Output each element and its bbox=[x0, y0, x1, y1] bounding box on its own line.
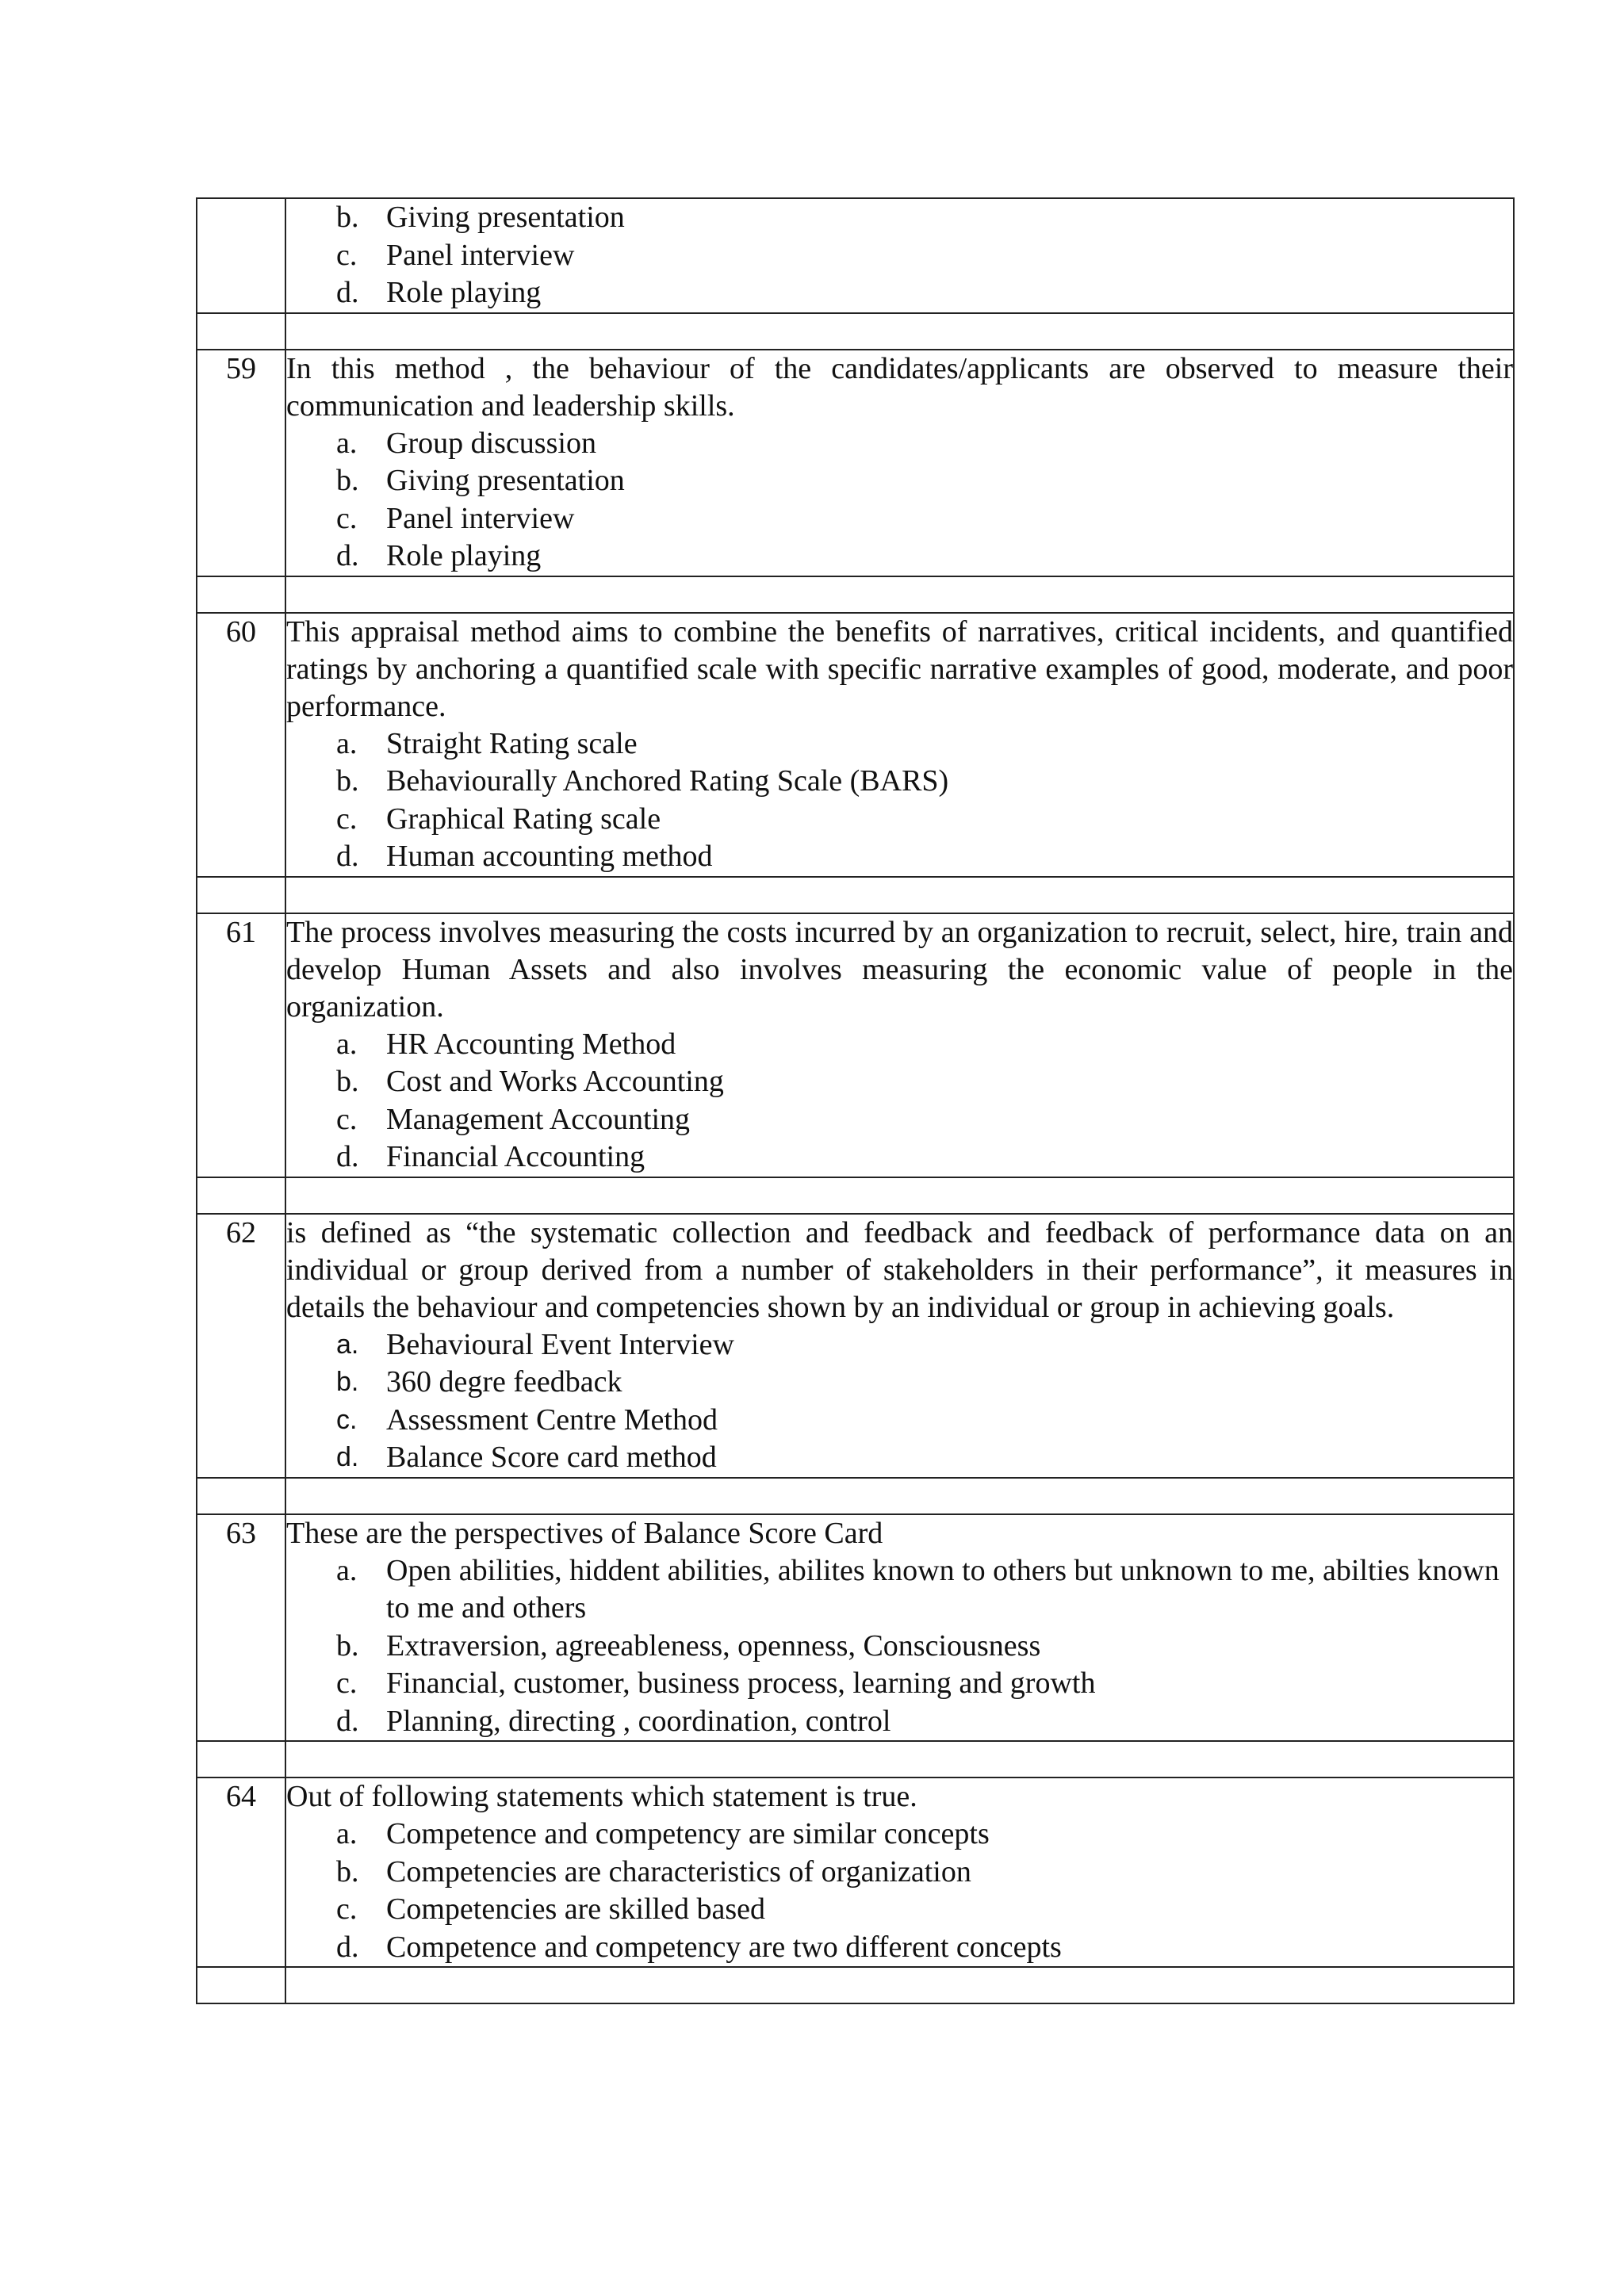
option-text: Open abilities, hiddent abilities, abilites known to others but unknown to me, abilties known to me and others bbox=[386, 1553, 1500, 1624]
option-item bbox=[336, 1703, 1513, 1741]
option-letter: b. bbox=[336, 1065, 359, 1098]
question-body-cell bbox=[285, 1777, 1514, 1967]
question-body-cell bbox=[285, 613, 1514, 877]
option-letter: a. bbox=[336, 1553, 358, 1587]
question-number: 63 bbox=[197, 1514, 285, 1742]
option-item bbox=[336, 1854, 1513, 1892]
spacer-cell bbox=[285, 1478, 1514, 1514]
option-text: 360 degre feedback bbox=[386, 1365, 622, 1399]
option-letter: a. bbox=[336, 1329, 359, 1360]
option-item bbox=[336, 199, 1513, 237]
question-text: These are the perspectives of Balance Score Card bbox=[286, 1516, 883, 1550]
spacer-cell bbox=[197, 1741, 285, 1777]
option-letter: a. bbox=[336, 1027, 358, 1061]
question-text: is defined as “the systematic collection and feedback and feedback of performance data on an individual or group derived from a number of stakeholders in their performance”, it measures in details the behaviour and competencies shown by an individual or group in achieving goals. bbox=[286, 1215, 1513, 1324]
option-text: Giving presentation bbox=[386, 201, 625, 234]
option-letter: c. bbox=[336, 1667, 358, 1700]
option-item bbox=[336, 763, 1513, 801]
question-body-cell bbox=[285, 913, 1514, 1177]
question-row bbox=[197, 1514, 1514, 1742]
spacer-cell bbox=[197, 1478, 285, 1514]
option-item bbox=[336, 725, 1513, 763]
option-text: Graphical Rating scale bbox=[386, 802, 661, 836]
option-text: Panel interview bbox=[386, 501, 575, 535]
option-item bbox=[336, 1101, 1513, 1139]
option-letter: b. bbox=[336, 1628, 359, 1663]
option-letter: b. bbox=[336, 1854, 359, 1888]
spacer-cell bbox=[285, 313, 1514, 350]
option-text: Competence and competency are similar concepts bbox=[386, 1817, 990, 1850]
option-item bbox=[336, 1891, 1513, 1929]
option-list bbox=[286, 725, 1513, 876]
option-letter: d. bbox=[336, 1930, 359, 1964]
question-row bbox=[197, 1214, 1514, 1478]
option-item bbox=[336, 1364, 1513, 1402]
option-item bbox=[336, 1326, 1513, 1364]
option-text: Group discussion bbox=[386, 426, 596, 460]
option-text: Extraversion, agreeableness, openness, Consciousness bbox=[386, 1628, 1041, 1663]
spacer-row bbox=[197, 1478, 1514, 1514]
option-letter: b. bbox=[336, 201, 359, 234]
option-letter: c. bbox=[336, 501, 358, 535]
option-letter: c. bbox=[336, 1892, 358, 1926]
option-text: Human accounting method bbox=[386, 840, 713, 873]
option-letter: d. bbox=[336, 840, 359, 873]
option-item bbox=[336, 538, 1513, 576]
question-body-cell bbox=[285, 1214, 1514, 1478]
spacer-cell bbox=[285, 1177, 1514, 1214]
option-item bbox=[336, 1402, 1513, 1440]
spacer-row bbox=[197, 1967, 1514, 2003]
option-item bbox=[336, 1552, 1513, 1628]
option-letter: d. bbox=[336, 539, 359, 572]
option-list bbox=[286, 1816, 1513, 1966]
option-letter: c. bbox=[336, 1102, 358, 1136]
option-text: Assessment Centre Method bbox=[386, 1402, 718, 1437]
option-item bbox=[336, 838, 1513, 876]
option-list bbox=[286, 1552, 1513, 1741]
option-letter: c. bbox=[336, 1404, 358, 1435]
questions-table bbox=[196, 197, 1515, 2004]
option-list bbox=[286, 425, 1513, 576]
option-text: Balance Score card method bbox=[386, 1441, 717, 1474]
option-letter: d. bbox=[336, 1442, 359, 1472]
option-text: Financial Accounting bbox=[386, 1140, 645, 1173]
question-number: 61 bbox=[197, 913, 285, 1177]
option-list bbox=[286, 1026, 1513, 1177]
option-text: Giving presentation bbox=[386, 464, 625, 497]
option-letter: d. bbox=[336, 1140, 359, 1173]
question-row bbox=[197, 613, 1514, 877]
option-letter: c. bbox=[336, 802, 358, 836]
spacer-cell bbox=[285, 1967, 1514, 2003]
spacer-cell bbox=[197, 1177, 285, 1214]
spacer-cell bbox=[285, 1741, 1514, 1777]
spacer-row bbox=[197, 877, 1514, 913]
option-item bbox=[336, 1439, 1513, 1477]
option-text: Competencies are skilled based bbox=[386, 1892, 766, 1926]
option-list bbox=[286, 1326, 1513, 1477]
spacer-cell bbox=[285, 576, 1514, 613]
option-item bbox=[336, 500, 1513, 538]
option-text: Management Accounting bbox=[386, 1102, 691, 1136]
option-text: Competencies are characteristics of organization bbox=[386, 1854, 971, 1888]
question-text: This appraisal method aims to combine the benefits of narratives, critical incidents, and quantified ratings by anchoring a quantified scale with specific narrative examples of good, moderate, and poor performance. bbox=[286, 614, 1513, 723]
continuation-row bbox=[197, 198, 1514, 313]
option-text: Straight Rating scale bbox=[386, 726, 638, 760]
spacer-cell bbox=[197, 1967, 285, 2003]
question-text: The process involves measuring the costs incurred by an organization to recruit, select, hire, train and develop Human Assets and also involves measuring the economic value of people in the organization. bbox=[286, 915, 1513, 1024]
option-letter: c. bbox=[336, 238, 358, 272]
question-number: 60 bbox=[197, 613, 285, 877]
option-item bbox=[336, 237, 1513, 275]
option-letter: a. bbox=[336, 426, 358, 460]
spacer-cell bbox=[197, 576, 285, 613]
option-text: Cost and Works Accounting bbox=[386, 1065, 724, 1098]
option-text: HR Accounting Method bbox=[386, 1027, 676, 1061]
option-text: Role playing bbox=[386, 276, 542, 309]
option-text: Competence and competency are two different concepts bbox=[386, 1930, 1062, 1964]
spacer-cell bbox=[197, 877, 285, 913]
spacer-row bbox=[197, 1177, 1514, 1214]
option-letter: d. bbox=[336, 1704, 359, 1738]
option-text: Financial, customer, business process, learning and growth bbox=[386, 1667, 1096, 1700]
option-text: Role playing bbox=[386, 539, 542, 572]
question-row bbox=[197, 350, 1514, 576]
option-text: Behaviourally Anchored Rating Scale (BARS) bbox=[386, 764, 949, 798]
question-body-cell bbox=[285, 350, 1514, 576]
option-item bbox=[336, 425, 1513, 463]
option-item bbox=[336, 1138, 1513, 1177]
option-text: Behavioural Event Interview bbox=[386, 1327, 734, 1361]
spacer-cell bbox=[285, 877, 1514, 913]
question-row bbox=[197, 1777, 1514, 1967]
spacer-row bbox=[197, 1741, 1514, 1777]
option-letter: a. bbox=[336, 1817, 358, 1850]
spacer-row bbox=[197, 313, 1514, 350]
option-item bbox=[336, 462, 1513, 500]
question-body-cell bbox=[285, 198, 1514, 313]
question-body-cell bbox=[285, 1514, 1514, 1742]
option-item bbox=[336, 801, 1513, 839]
option-item bbox=[336, 1665, 1513, 1703]
question-number: 62 bbox=[197, 1214, 285, 1478]
question-number-cell bbox=[197, 198, 285, 313]
option-letter: a. bbox=[336, 726, 358, 760]
option-letter: b. bbox=[336, 464, 359, 497]
option-item bbox=[336, 274, 1513, 312]
spacer-row bbox=[197, 576, 1514, 613]
option-text: Planning, directing , coordination, control bbox=[386, 1704, 891, 1738]
question-text: In this method , the behaviour of the candidates/applicants are observed to measure their communication and leadership skills. bbox=[286, 351, 1513, 423]
option-item bbox=[336, 1816, 1513, 1854]
option-item bbox=[336, 1063, 1513, 1101]
questions-table-body bbox=[197, 198, 1514, 2003]
spacer-cell bbox=[197, 313, 285, 350]
question-number: 59 bbox=[197, 350, 285, 576]
option-letter: b. bbox=[336, 764, 359, 798]
option-item bbox=[336, 1628, 1513, 1666]
option-letter: d. bbox=[336, 276, 359, 309]
option-item bbox=[336, 1929, 1513, 1967]
question-number: 64 bbox=[197, 1777, 285, 1967]
option-list bbox=[286, 199, 1513, 312]
question-text: Out of following statements which statement is true. bbox=[286, 1780, 917, 1813]
option-letter: b. bbox=[336, 1367, 359, 1397]
option-item bbox=[336, 1026, 1513, 1064]
option-text: Panel interview bbox=[386, 238, 575, 272]
question-row bbox=[197, 913, 1514, 1177]
